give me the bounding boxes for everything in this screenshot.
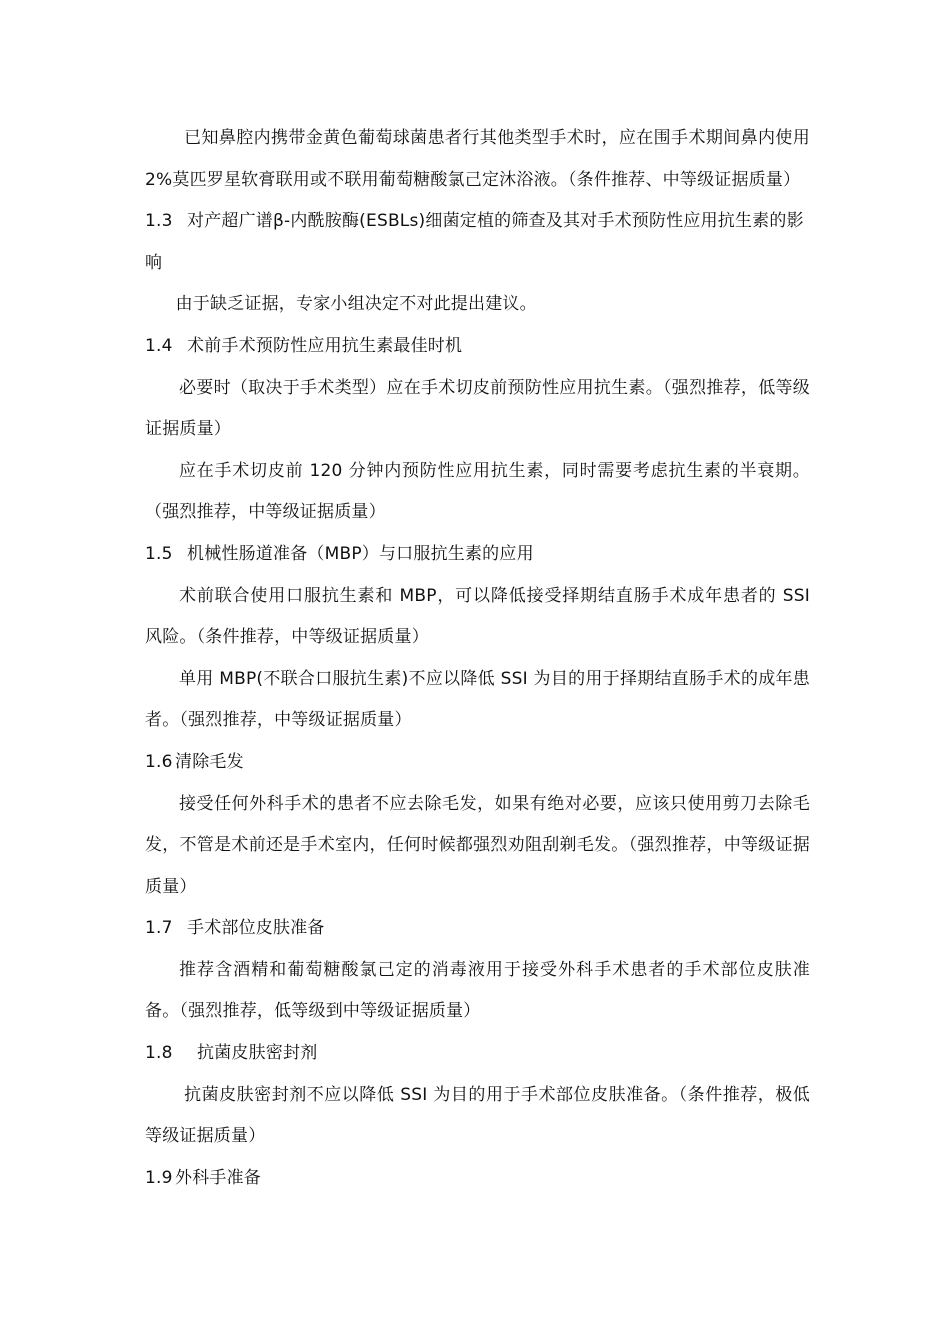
section-number: 1.8 <box>145 1043 173 1064</box>
section-title: 机械性肠道准备（MBP）与口服抗生素的应用 <box>187 543 534 564</box>
section-number: 1.4 <box>145 335 173 356</box>
paragraph-no-recommendation: 由于缺乏证据，专家小组决定不对此提出建议。 <box>175 294 537 315</box>
paragraph-hair-removal: 接受任何外科手术的患者不应去除毛发，如果有绝对必要，应该只使用剪刀去除毛发，不管是术前还是手术室内，任何时候都强烈劝阻刮剃毛发。（强烈推荐，中等级证据质量） <box>145 793 810 897</box>
paragraph-120-minutes: 应在手术切皮前 120 分钟内预防性应用抗生素，同时需要考虑抗生素的半衰期。（强烈推荐，中等级证据质量） <box>145 460 810 523</box>
paragraph-prophylaxis-timing: 必要时（取决于手术类型）应在手术切皮前预防性应用抗生素。（强烈推荐，低等级证据质量） <box>145 377 810 440</box>
document-body <box>145 118 810 1199</box>
section-title: 对产超广谱β-内酰胺酶(ESBLs)细菌定植的筛查及其对手术预防性应用抗生素的影响 <box>145 211 804 273</box>
section-title: 手术部位皮肤准备 <box>187 918 325 939</box>
paragraph-nasal-mupirocin: 已知鼻腔内携带金黄色葡萄球菌患者行其他类型手术时，应在围手术期间鼻内使用 2%莫匹罗星软膏联用或不联用葡萄糖酸氯己定沐浴液。（条件推荐、中等级证据质量） <box>145 128 810 190</box>
section-number: 1.7 <box>145 918 173 939</box>
section-title: 抗菌皮肤密封剂 <box>197 1043 318 1064</box>
section-number: 1.9 <box>145 1167 173 1188</box>
section-title: 外科手准备 <box>175 1167 261 1188</box>
section-title: 清除毛发 <box>175 751 244 772</box>
section-heading-1-7 <box>145 908 810 950</box>
section-number: 1.5 <box>145 543 173 564</box>
section-heading-1-5 <box>145 534 810 576</box>
section-heading-1-8 <box>145 1033 810 1075</box>
section-number: 1.6 <box>145 751 173 772</box>
section-heading-1-6 <box>145 742 810 784</box>
paragraph-skin-sealant: 抗菌皮肤密封剂不应以降低 SSI 为目的用于手术部位皮肤准备。（条件推荐，极低等级证据质量） <box>145 1084 810 1147</box>
section-title: 术前手术预防性应用抗生素最佳时机 <box>187 335 463 356</box>
section-heading-1-3 <box>145 201 810 284</box>
paragraph-skin-preparation: 推荐含酒精和葡萄糖酸氯己定的消毒液用于接受外科手术患者的手术部位皮肤准备。（强烈推荐，低等级到中等级证据质量） <box>145 959 810 1022</box>
paragraph-mbp-alone: 单用 MBP(不联合口服抗生素)不应以降低 SSI 为目的用于择期结直肠手术的成年患者。（强烈推荐，中等级证据质量） <box>145 668 810 731</box>
section-heading-1-4 <box>145 326 810 368</box>
section-number: 1.3 <box>145 211 173 232</box>
paragraph-oral-antibiotics-mbp: 术前联合使用口服抗生素和 MBP，可以降低接受择期结直肠手术成年患者的 SSI 风险。（条件推荐，中等级证据质量） <box>145 585 810 648</box>
section-heading-1-9 <box>145 1158 810 1200</box>
